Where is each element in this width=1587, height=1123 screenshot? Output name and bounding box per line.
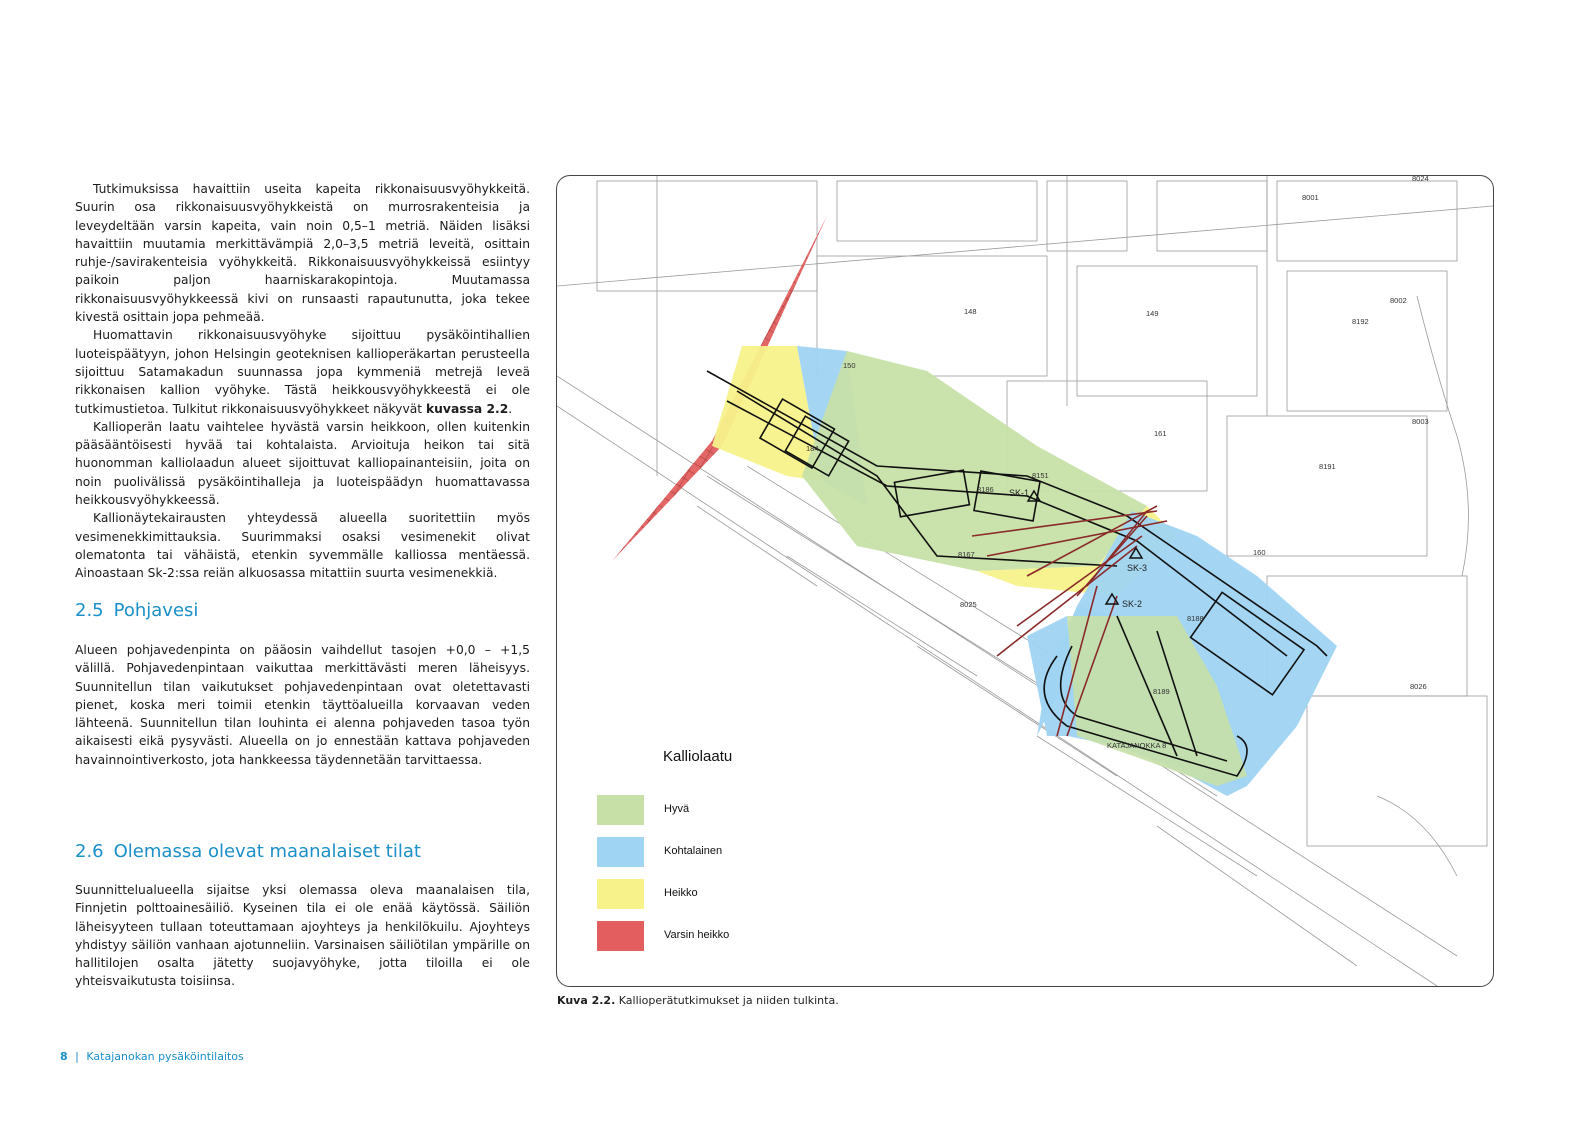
legend-swatch xyxy=(597,879,644,909)
page-footer xyxy=(60,1050,244,1063)
page-number: 8 xyxy=(60,1050,68,1063)
section-heading-pohjavesi xyxy=(75,600,198,621)
parcel-label: KATAJANOKKA 8 xyxy=(1107,741,1167,750)
legend-title: Kalliolaatu xyxy=(663,748,733,765)
rock-quality-zones xyxy=(712,346,1337,796)
parcel-label: 8002 xyxy=(1390,296,1407,305)
section-number: 2.5 xyxy=(75,600,104,621)
document-title: Katajanokan pysäköintilaitos xyxy=(86,1050,244,1063)
section-paragraph: Alueen pohjavedenpinta on pääosin vaihdellut tasojen +0,0 – +1,5 välillä. Pohjavedenpintaan vaikuttaa merkittävästi meren läheisyys. Suunnitellun tilan vaikutukset pohjavedenpintaan ovat oletettavasti pienet, koska meri toimii etenkin täyttöalueilla korvaavan veden lähteenä. Suunnitellun tilan louhinta ei alenna pohjaveden tasoa työn aikaisesti eikä pysyvästi. Alueella on jo ennestään kattava pohjaveden havainnointiverkosto, jota hankkeessa täydennetään tarvittaessa. xyxy=(75,643,530,767)
parcel-label: 8186 xyxy=(977,485,994,494)
parcel-label: 148 xyxy=(964,307,977,316)
legend-item-kohtalainen xyxy=(597,837,797,867)
legend-item-hyva xyxy=(597,795,797,825)
parcel-label: 161 xyxy=(1154,429,1167,438)
parcel-label: 8189 xyxy=(1153,687,1170,696)
legend-label: Hyvä xyxy=(664,803,690,815)
borehole-label: SK-2 xyxy=(1122,599,1143,609)
parcel-label: 8003 xyxy=(1412,417,1429,426)
caption-text: Kallioperätutkimukset ja niiden tulkinta. xyxy=(615,994,839,1007)
parcel-label: 8024 xyxy=(1412,176,1429,183)
legend-label: Varsin heikko xyxy=(664,929,730,941)
legend-swatch xyxy=(597,837,644,867)
legend-label: Kohtalainen xyxy=(664,845,723,857)
parcel-label: 8025 xyxy=(960,600,977,609)
legend-swatch xyxy=(597,921,644,951)
parcel-label: 149 xyxy=(1146,309,1159,318)
paragraph: Kallioperän laatu vaihtelee hyvästä varsin heikkoon, ollen kuitenkin pääsääntöisesti hyvää tai kohtalaista. Arvioituja heikon tai sitä huonomman kalliolaadun alueet sijoittuvat kalliopainanteisiin, joita on noin puolivälissä pysäköintihalleja ja luoteispäädyn huomattavassa heikkousvyöhykkeessä. xyxy=(75,419,530,508)
section-title: Olemassa olevat maanalaiset tilat xyxy=(113,841,421,862)
borehole-label: SK-3 xyxy=(1127,563,1148,573)
parcel-label: 8026 xyxy=(1410,682,1427,691)
figure-reference: kuvassa 2.2 xyxy=(426,401,509,416)
parcel-label: 8001 xyxy=(1302,193,1319,202)
parcel-label: 8191 xyxy=(1319,462,1336,471)
legend-item-heikko xyxy=(597,879,797,909)
parcel-label: 8167 xyxy=(958,550,975,559)
footer-separator: | xyxy=(75,1050,79,1063)
parcel-label: 8151 xyxy=(1032,471,1049,480)
parcel-label: 184 xyxy=(806,444,819,453)
parcel-label: 8188 xyxy=(1187,614,1204,623)
section-heading-maanalaiset xyxy=(75,841,421,862)
paragraph: Tutkimuksissa havaittiin useita kapeita rikkonaisuusvyöhykkeitä. Suurin osa rikkonaisuusvyöhykkeistä on murrosrakenteisia ja leveydeltään varsin kapeita, vain noin 0,5–1 metriä. Näiden lisäksi havaittiin muutamia merkittävämpiä 2,0–3,5 metriä leveitä, osittain ruhje-/savirakenteisia vyöhykkeitä. Rikkonaisuusvyöhykkeissä esiintyy paikoin paljon haarniskarakopintoja. Muutamassa rikkonaisuusvyöhykkeessä kivi on runsaasti rapautunutta, joka tekee kivestä osittain jopa pehmeää. xyxy=(75,182,530,325)
caption-prefix: Kuva 2.2. xyxy=(557,994,616,1007)
borehole-label: SK-1 xyxy=(1009,488,1030,498)
parcel-label: 150 xyxy=(843,361,856,370)
section-title: Pohjavesi xyxy=(113,600,199,621)
paragraph: Kallionäytekairausten yhteydessä alueella suoritettiin myös vesimenekkimittauksia. Suurimmaksi osaksi vesimenekit olivat olematonta tai vähäistä, etenkin syvemmälle kalliossa mentäessä. Ainoastaan Sk-2:ssa reiän alkuosassa mitattiin suurta vesimenekkiä. xyxy=(75,511,530,581)
paragraph: Huomattavin rikkonaisuusvyöhyke sijoittuu pysäköintihallien luoteispäätyyn, johon Helsingin geoteknisen kallioperäkartan perusteella sijoittuu Satamakadun suunnassa jopa kymmeniä metrejä leveä rikkonaisen kallion vyöhyke. Tästä heikkousvyöhykkeestä ei ole tutkimustietoa. Tulkitut rikkonaisuusvyöhykkeet näkyvät kuvassa 2.2. xyxy=(75,328,530,416)
figure-caption xyxy=(557,994,839,1007)
parcel-label: 160 xyxy=(1253,548,1266,557)
section-paragraph: Suunnittelualueella sijaitse yksi olemassa oleva maanalaisen tila, Finnjetin polttoainesäiliö. Kyseinen tila ei ole enää käytössä. Säiliön läheisyyteen tullaan toteuttamaan ajoyhteys ja henkilökuilu. Ajoyhteys yhdistyy säiliön vanhaan ajotunneliin. Varsinaisen säiliötilan ympärille on hallitilojen osalta jätetty suojavyöhyke, jotta tiloilla ei ole yhteisvaikutusta toisiinsa. xyxy=(75,883,530,989)
legend-swatch xyxy=(597,795,644,825)
section-number: 2.6 xyxy=(75,841,104,862)
map-legend xyxy=(597,745,797,965)
legend-item-varsin-heikko xyxy=(597,921,797,951)
body-text-intro xyxy=(75,180,530,583)
legend-label: Heikko xyxy=(664,887,698,899)
parcel-label: 8192 xyxy=(1352,317,1369,326)
